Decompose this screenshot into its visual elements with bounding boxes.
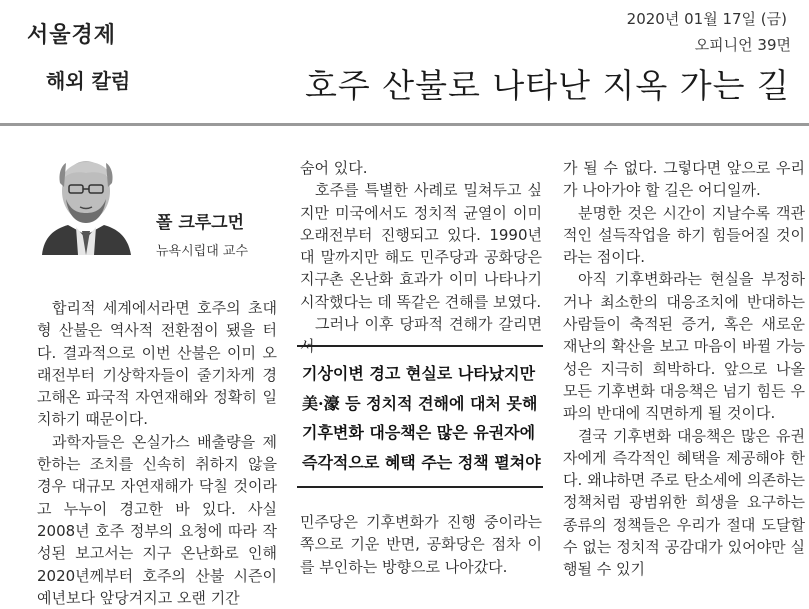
author-photo — [36, 143, 136, 255]
paragraph: 호주를 특별한 사례로 밀쳐두고 싶지만 미국에서도 정치적 균열이 이미 오래전부터 진행되고 있다. 1990년대 말까지만 해도 민주당과 공화당은 지구촌 온난화 효과가 이미 나타나기 시작했다는 데 똑같은 견해를 보였다. — [300, 181, 542, 311]
publication-name: 서울경제 — [27, 23, 117, 48]
paragraph: 민주당은 기후변화가 진행 중이라는 쪽으로 기운 반면, 공화당은 점차 이를 부인하는 방향으로 나아갔다. — [300, 513, 542, 576]
page-label: 오피니언 39면 — [694, 36, 791, 54]
paragraph: 결국 기후변화 대응책은 많은 유권자에게 즉각적인 혜택을 제공해야 한다. 왜냐하면 주로 탄소세에 의존하는 정책처럼 광범위한 희생을 요구하는 종류의 정책들은 우리가 절대 도달할 수 없는 정치적 공감대가 있어야만 실행될 수 있기 — [563, 426, 805, 579]
paragraph: 가 될 수 없다. 그렇다면 앞으로 우리가 나아가야 할 길은 어디일까. — [563, 159, 805, 200]
pullquote-bottom-rule — [297, 486, 543, 488]
headline: 호주 산불로 나타난 지옥 가는 길 — [305, 66, 790, 105]
paragraph: 아직 기후변화라는 현실을 부정하거나 최소한의 대응조치에 반대하는 사람들이 축적된 증거, 혹은 새로운 재난의 확산을 보고 마음이 바뀔 가능성은 지극히 희박하다. 앞으로 나올 모든 기후변화 대응책은 넘기 힘든 우파의 반대에 직면하게 될 것이다. — [563, 270, 805, 423]
issue-date: 2020년 01월 17일 (금) — [626, 10, 787, 28]
pullquote-line: 즉각적으로 혜택 주는 정책 펼쳐야 — [302, 452, 541, 472]
pullquote-line: 기후변화 대응책은 많은 유권자에 — [302, 423, 536, 442]
body-column-2 — [300, 157, 542, 334]
paragraph: 그러나 이후 당파적 견해가 갈리면 — [315, 315, 542, 334]
author-name: 폴 크루그먼 — [156, 213, 245, 233]
paragraph: 합리적 세계에서라면 호주의 초대형 산불은 역사적 전환점이 됐을 터다. 결과적으로 이번 산불은 이미 오래전부터 기상학자들이 줄기차게 경고해온 파국적 자연재해와 정확히 일치하기 때문이다. — [37, 299, 277, 429]
paragraph: 숨어 있다. — [300, 159, 368, 177]
body-column-3 — [563, 157, 805, 579]
pullquote-top-rule — [297, 345, 543, 347]
pullquote — [302, 359, 542, 477]
author-affiliation: 뉴욕시립대 교수 — [156, 244, 249, 259]
body-column-1 — [37, 297, 277, 607]
header-rule — [0, 123, 809, 126]
body-column-2-continued — [300, 511, 542, 575]
pullquote-line: 기상이변 경고 현실로 나타났지만 — [302, 364, 536, 383]
section-label: 해외 칼럼 — [46, 69, 131, 93]
pullquote-line: 美·濠 등 정치적 견해에 대처 못해 — [302, 393, 538, 413]
paragraph: 분명한 것은 시간이 지날수록 객관적인 설득작업을 하기 힘들어질 것이라는 점이다. — [563, 203, 805, 267]
paragraph: 과학자들은 온실가스 배출량을 제한하는 조치를 신속히 취하지 않을 경우 대규모 자연재해가 닥칠 것이라고 누누이 경고한 바 있다. 사실 2008년 호주 정부의 요청에 따라 작성된 보고서는 지구 온난화로 인해 2020년께부터 호주의 산불 시즌이 예년보다 앞당겨지고 오랜 기간 — [37, 432, 277, 607]
